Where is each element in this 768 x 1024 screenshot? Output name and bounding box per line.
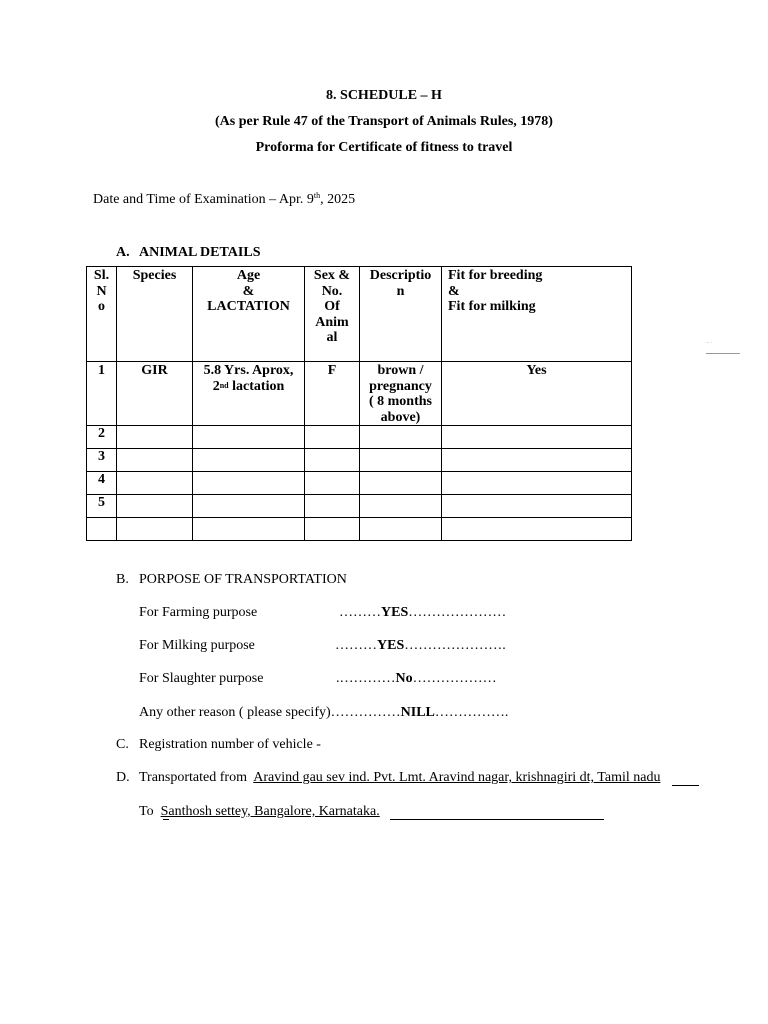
- section-b-heading: [116, 572, 347, 588]
- cell-empty: [193, 495, 305, 518]
- header-sex-line: al: [326, 330, 338, 345]
- cell-description: [360, 362, 442, 426]
- cell-age-line: 5.8 Yrs. Aprox,: [203, 363, 294, 378]
- lactation-number: 2: [212, 378, 220, 394]
- header-sex-line: No.: [321, 283, 343, 299]
- cell-empty: [117, 426, 193, 449]
- section-a-letter: A.: [116, 245, 130, 260]
- purpose-value: No: [395, 671, 413, 686]
- cell-empty: [442, 495, 632, 518]
- cell-empty: [117, 518, 193, 541]
- purpose-value-line: [339, 605, 506, 621]
- purpose-value: NILL: [400, 705, 435, 720]
- dots: ………: [335, 638, 377, 653]
- cell-slno: 3: [87, 449, 117, 472]
- cell-description-line: ( 8 months: [368, 394, 432, 409]
- cell-empty: [442, 518, 632, 541]
- cell-empty: [193, 426, 305, 449]
- table-row: [87, 426, 632, 449]
- dots: ……………: [330, 705, 401, 720]
- table-row: [87, 472, 632, 495]
- cell-empty: [360, 426, 442, 449]
- header-species-label: Species: [132, 268, 177, 283]
- header-species: [117, 267, 193, 362]
- header-fitness-line: Fit for milking: [448, 299, 536, 314]
- purpose-label: For Slaughter purpose: [139, 671, 264, 686]
- table-header-row: [87, 267, 632, 362]
- cell-species: GIR: [117, 362, 193, 426]
- cell-description-line: above): [380, 409, 421, 425]
- dots: ………: [339, 605, 381, 620]
- header-sex-line: Anim: [315, 314, 349, 330]
- from-underline-tail: [672, 785, 699, 786]
- lactation-text: lactation: [228, 378, 285, 394]
- cell-description-line: pregnancy: [369, 378, 432, 394]
- cell-slno: 4: [87, 472, 117, 495]
- purpose-value-line: [335, 638, 506, 654]
- dots: ………………….: [404, 638, 506, 653]
- header-slno: [87, 267, 117, 362]
- examination-date-year: , 2025: [320, 192, 356, 207]
- cell-empty: [360, 449, 442, 472]
- cell-empty: [360, 472, 442, 495]
- section-d: [116, 770, 660, 786]
- scan-artifact: ‒ ·: [706, 340, 713, 346]
- section-a-heading: [116, 245, 261, 261]
- header-description-line: n: [396, 283, 405, 299]
- to-value: Santhosh settey, Bangalore, Karnataka.: [160, 804, 380, 819]
- cell-sex: F: [305, 362, 360, 426]
- cell-description-line: brown /: [377, 363, 424, 378]
- cell-empty: [117, 449, 193, 472]
- purpose-slaughter: [139, 671, 497, 687]
- purpose-other: [139, 705, 508, 721]
- purpose-value: YES: [381, 605, 409, 620]
- cell-empty: [193, 472, 305, 495]
- animal-details-table: [86, 266, 632, 541]
- cell-empty: [117, 495, 193, 518]
- purpose-value: YES: [377, 638, 405, 653]
- from-value: Aravind gau sev ind. Pvt. Lmt. Aravind nagar, krishnagiri dt, Tamil nadu: [253, 770, 661, 785]
- dots: …………………: [408, 605, 507, 620]
- cell-slno: 2: [87, 426, 117, 449]
- section-b-letter: B.: [116, 572, 129, 587]
- cell-age-lactation: [193, 379, 304, 395]
- cell-age: [193, 362, 305, 426]
- section-a-title: ANIMAL DETAILS: [139, 245, 261, 260]
- cell-slno: [87, 518, 117, 541]
- cell-empty: [305, 472, 360, 495]
- cell-empty: [193, 449, 305, 472]
- cell-empty: [442, 426, 632, 449]
- examination-date: [93, 192, 355, 208]
- cell-empty: [360, 495, 442, 518]
- examination-date-sup: th: [313, 191, 321, 200]
- cell-empty: [305, 449, 360, 472]
- rule-reference: (As per Rule 47 of the Transport of Animals Rules, 1978): [215, 114, 553, 129]
- section-d-letter: D.: [116, 770, 130, 785]
- cell-empty: [442, 449, 632, 472]
- purpose-value-line: [336, 671, 497, 687]
- examination-date-label: Date and Time of Examination – Apr. 9: [93, 192, 314, 207]
- to-label: To: [139, 804, 161, 819]
- cell-empty: [305, 426, 360, 449]
- section-c-letter: C.: [116, 737, 129, 752]
- header-age-line: LACTATION: [207, 299, 290, 314]
- section-b-title: PORPOSE OF TRANSPORTATION: [139, 572, 347, 587]
- cell-empty: [305, 518, 360, 541]
- dots: .…………: [336, 671, 396, 686]
- lactation-sup: nd: [219, 380, 229, 390]
- header-description-line: Descriptio: [369, 268, 432, 283]
- header-slno-line: Sl.: [93, 268, 110, 283]
- proforma-title: Proforma for Certificate of fitness to travel: [255, 140, 513, 155]
- purpose-label: For Milking purpose: [139, 638, 255, 653]
- section-c: [116, 737, 321, 753]
- dots: …………….: [434, 705, 509, 720]
- cell-empty: [193, 518, 305, 541]
- purpose-farming: [139, 605, 507, 621]
- header-age-line: &: [242, 283, 255, 299]
- purpose-value-line: [331, 705, 509, 720]
- to-underline-tail: [390, 819, 604, 820]
- header-fitness-line: &: [448, 283, 460, 299]
- registration-label: Registration number of vehicle -: [139, 737, 321, 752]
- cell-empty: [117, 472, 193, 495]
- header-fitness-line: Fit for breeding: [448, 268, 543, 283]
- purpose-label: For Farming purpose: [139, 605, 258, 620]
- header-sex: [305, 267, 360, 362]
- cell-slno: 5: [87, 495, 117, 518]
- header-sex-line: Sex &: [313, 268, 351, 283]
- to-underline-head: [163, 819, 169, 820]
- from-label: Transportated from: [139, 770, 254, 785]
- cell-fitness: Yes: [442, 362, 632, 426]
- header-sex-line: Of: [324, 299, 340, 314]
- cell-empty: [305, 495, 360, 518]
- table-row: [87, 495, 632, 518]
- header-slno-line: N: [96, 283, 107, 299]
- table-row: [87, 449, 632, 472]
- scan-artifact-line: [706, 353, 740, 354]
- schedule-title: 8. SCHEDULE – H: [326, 88, 442, 103]
- cell-slno: 1: [87, 362, 117, 426]
- header-description: [360, 267, 442, 362]
- header-fitness: [442, 267, 632, 362]
- cell-empty: [442, 472, 632, 495]
- purpose-label: Any other reason ( please specify): [139, 705, 331, 720]
- purpose-milking: [139, 638, 506, 654]
- header-age: [193, 267, 305, 362]
- table-row: [87, 518, 632, 541]
- table-row: [87, 362, 632, 426]
- header-age-line: Age: [236, 268, 261, 283]
- dots: ………………: [412, 671, 497, 686]
- header-slno-line: o: [98, 299, 105, 314]
- to-line: [139, 804, 380, 820]
- cell-empty: [360, 518, 442, 541]
